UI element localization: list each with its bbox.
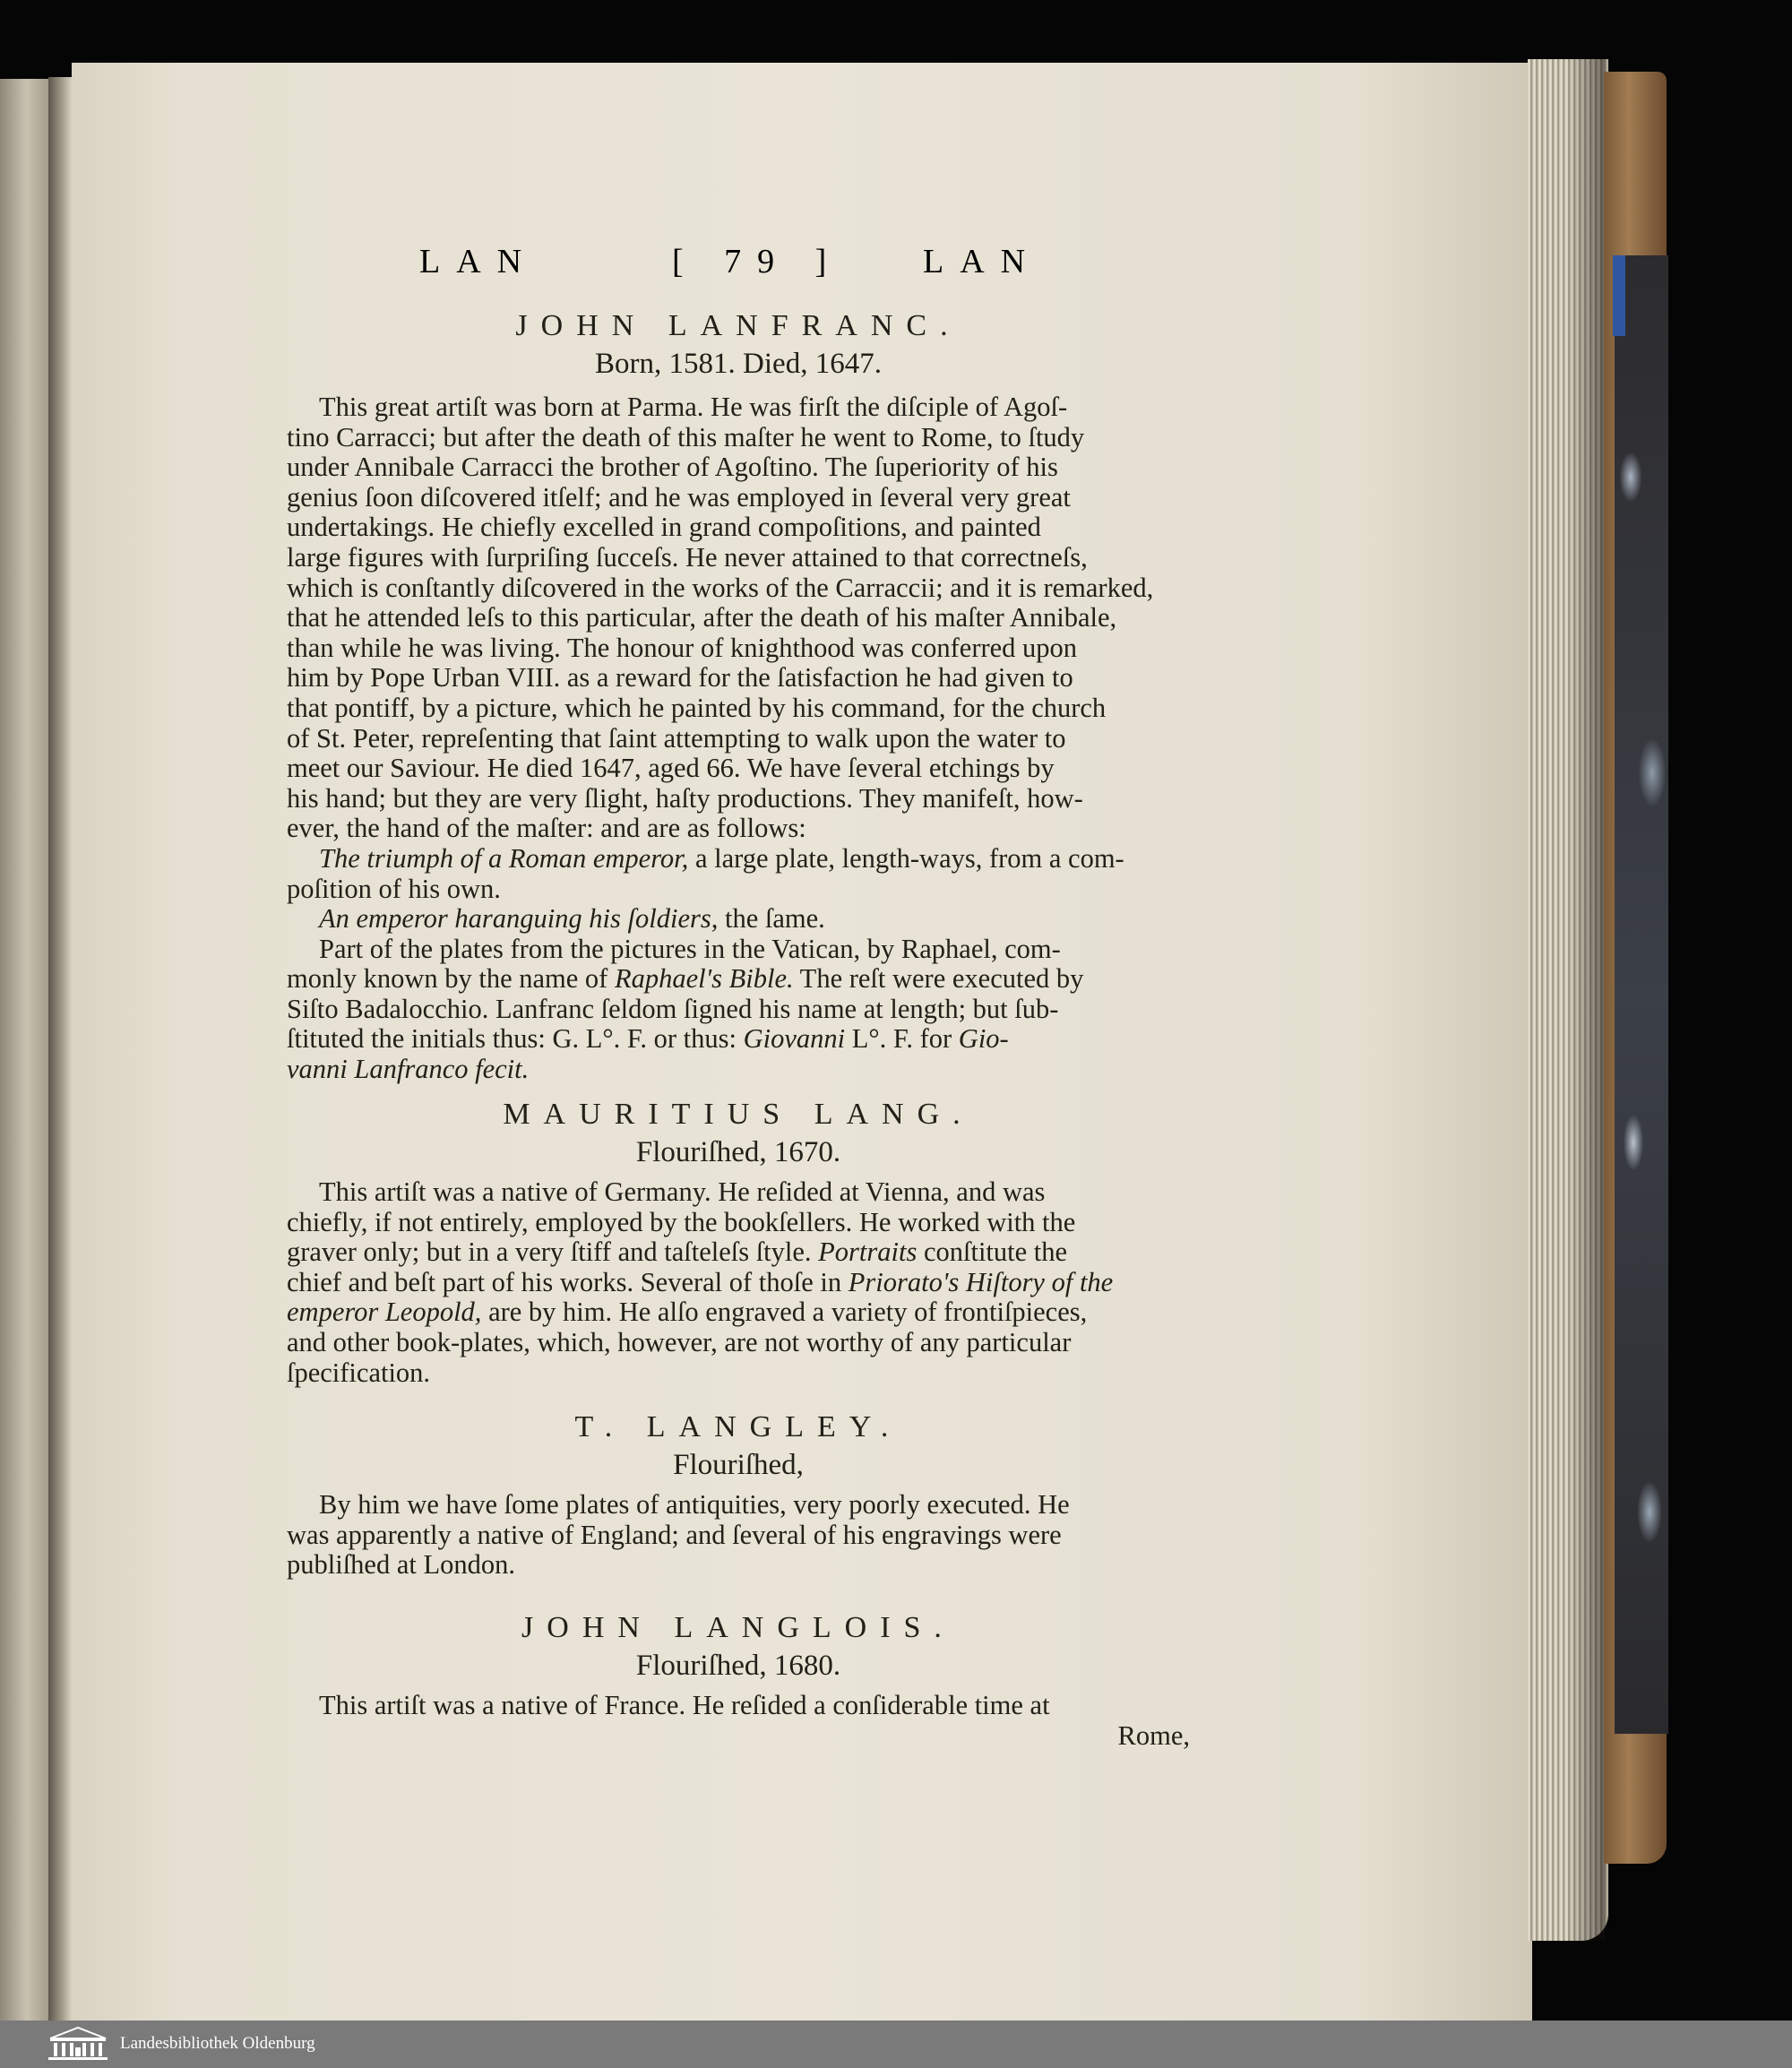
entry-heading: JOHN LANFRANC.: [515, 309, 961, 342]
italic-title: emperor Leopold,: [287, 1297, 482, 1328]
footer-bar: [0, 2021, 1792, 2068]
text-line: under Annibale Carracci the brother of Agoſtino. The ſuperiority of his: [287, 452, 1058, 483]
text-line: tino Carracci; but after the death of this maſter he went to Rome, to ſtudy: [287, 421, 1085, 452]
facing-page-edge: [0, 79, 48, 2021]
text-run: are by him. He alſo engraved a variety of frontiſpieces,: [481, 1297, 1088, 1328]
entry-heading: MAURITIUS LANG.: [503, 1098, 974, 1131]
entry-heading: JOHN LANGLOIS.: [521, 1611, 955, 1644]
marbled-board: [1615, 255, 1668, 1734]
running-head: [287, 242, 1190, 296]
entry-langley: [287, 1408, 1190, 1581]
text-line: his hand; but they are very ſlight, haſty productions. They manifeſt, how-: [287, 782, 1083, 814]
text-line: This artiſt was a native of France. He reſided a conſiderable time at: [319, 1690, 1050, 1720]
page-number: [ 79 ]: [672, 243, 843, 280]
text-line: meet our Saviour. He died 1647, aged 66. We have ſeveral etchings by: [287, 753, 1055, 784]
text-line: of St. Peter, repreſenting that ſaint attempting to walk upon the water to: [287, 722, 1066, 754]
entry-dates: Flouriſhed, 1670.: [635, 1136, 841, 1168]
italic-run: Giovanni: [743, 1023, 846, 1055]
text-line: than while he was living. The honour of knighthood was conferred upon: [287, 632, 1078, 663]
text-line: genius ſoon diſcovered itſelf; and he was employed in ſeveral very great: [287, 481, 1071, 513]
text-line: This artiſt was a native of Germany. He reſided at Vienna, and was: [319, 1176, 1046, 1207]
text-run: The reſt were executed by: [793, 963, 1084, 995]
text-line: [287, 1268, 1190, 1298]
italic-run: Gio-: [958, 1023, 1009, 1055]
text-run: monly known by the name of: [287, 963, 615, 995]
text-line: undertakings. He chiefly excelled in grand compoſitions, and painted: [287, 512, 1041, 543]
running-head-right: LAN: [923, 243, 1042, 280]
text-line: [287, 1297, 1190, 1328]
entry-dates: Flouriſhed, 1680.: [635, 1650, 841, 1682]
text-line: which is conſtantly diſcovered in the works of the Carraccii; and it is remarked,: [287, 572, 1154, 603]
entry-langlois: [287, 1608, 1190, 1751]
text-line: Siſto Badalocchio. Lanfranc ſeldom ſigned his name at length; but ſub-: [287, 993, 1059, 1024]
text-run: conſtitute the: [923, 1236, 1068, 1268]
entry-dates: Flouriſhed,: [673, 1449, 804, 1481]
text-run: ſtituted the initials thus: G. L°. F. or thus:: [287, 1023, 744, 1055]
entry-paragraph: [287, 1691, 1190, 1721]
catchword: Rome,: [1117, 1719, 1190, 1751]
text-line: This great artiſt was born at Parma. He was firſt the diſciple of Agoſ-: [319, 392, 1068, 422]
text-line: [287, 1237, 1190, 1268]
text-line: was apparently a native of England; and ſeveral of his engravings were: [287, 1519, 1062, 1550]
text-line: vanni Lanfranco fecit.: [287, 1054, 530, 1085]
entry-paragraph: [287, 1490, 1190, 1581]
text-line: poſition of his own.: [287, 873, 501, 904]
text-line: publiſhed at London.: [287, 1549, 515, 1581]
work-description: the ſame.: [718, 903, 825, 935]
italic-run: Portraits: [818, 1236, 918, 1268]
text-line: and other book-plates, which, however, are not worthy of any particular: [287, 1326, 1072, 1357]
library-building-logo-icon: [45, 2026, 111, 2062]
text-line: [287, 1024, 1190, 1055]
work-title: The triumph of a Roman emperor,: [319, 842, 689, 874]
entry-paragraph: [287, 1177, 1190, 1388]
text-line: large figures with ſurpriſing ſucceſs. He never attained to that correctneſs,: [287, 541, 1088, 573]
text-line: Part of the plates from the pictures in the Vatican, by Raphael, com-: [319, 933, 1061, 964]
text-run: L°. F. for: [845, 1023, 959, 1055]
text-line: ever, the hand of the maſter: and are as follows:: [287, 813, 806, 844]
italic-title: Priorato's Hiſtory of the: [848, 1266, 1114, 1297]
entry-lanfranc: [287, 306, 1190, 1085]
italic-title: Raphael's Bible.: [614, 963, 794, 995]
book-gutter: [48, 77, 72, 2021]
entry-dates: Born, 1581. Died, 1647.: [595, 348, 882, 380]
work-description: a large plate, length-ways, from a com-: [688, 842, 1124, 874]
cover-blue-strip: [1613, 255, 1625, 336]
work-line: [287, 904, 1190, 935]
text-line: that pontiff, by a picture, which he painted by his command, for the church: [287, 692, 1107, 723]
entry-heading: T. LANGLEY.: [574, 1410, 902, 1443]
text-line: ſpecification.: [287, 1357, 431, 1388]
text-line: him by Pope Urban VIII. as a reward for the ſatisfaction he had given to: [287, 662, 1073, 694]
entry-paragraph: [287, 392, 1190, 1085]
work-line: [287, 844, 1190, 875]
running-head-left: LAN: [419, 243, 538, 280]
entry-lang: [287, 1095, 1190, 1388]
text-line: that he attended leſs to this particular, after the death of his maſter Annibale,: [287, 602, 1117, 633]
text-run: chief and beſt part of his works. Several of thoſe in: [287, 1266, 849, 1297]
text-line: By him we have ſome plates of antiquities, very poorly executed. He: [319, 1489, 1070, 1520]
page-edge-shadow: [1566, 59, 1606, 1941]
library-name: Landesbibliothek Oldenburg: [120, 2034, 315, 2053]
text-line: chiefly, if not entirely, employed by the bookſellers. He worked with the: [287, 1206, 1076, 1237]
text-run: graver only; but in a very ſtiff and taſteleſs ſtyle.: [287, 1236, 812, 1268]
text-line: [287, 964, 1190, 995]
work-title: An emperor haranguing his ſoldiers,: [319, 903, 719, 935]
